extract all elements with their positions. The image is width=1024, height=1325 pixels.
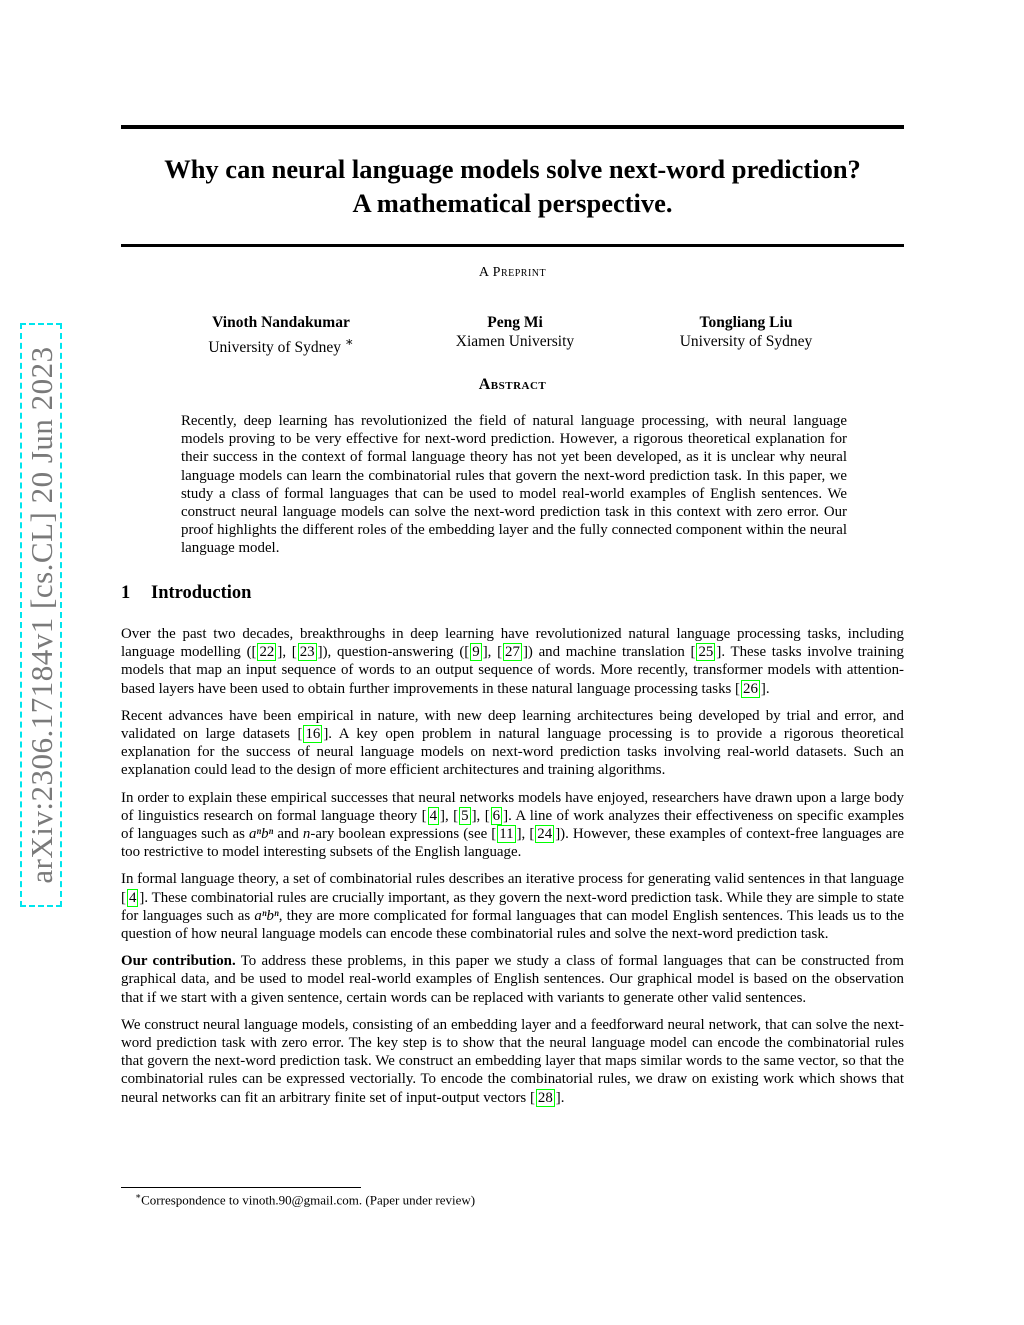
citation-link[interactable]: 9 — [472, 644, 480, 661]
paper-title — [121, 152, 904, 220]
footnote — [135, 1191, 475, 1208]
citation-link[interactable]: 5 — [461, 807, 469, 824]
math-variable: n — [302, 826, 311, 843]
author-name: Tongliang Liu — [699, 314, 793, 331]
citation-link[interactable]: 22 — [259, 644, 275, 661]
paragraph-1: Over the past two decades, breakthroughs in deep learning have revolutionized natural language processing tasks, including language modelling ([ 22 ], [ 23 ]), question-answering ([ 9 ], [ 27 ]) and machine translation [ 25 ]. These tasks involve training models that map an input sequence of words to an output sequence of words. More recently, transformer models with attention-based layers have been used to obtain further improvements in these natural language processing tasks [ 26 ]. — [121, 626, 904, 697]
citation-link[interactable]: 26 — [743, 680, 758, 697]
paragraph-4: In formal language theory, a set of combinatorial rules describes an iterative process for generating valid sentences in that language [ 4 ]. These combinatorial rules are crucially important, as they govern the next-word prediction task. While they are simple to state for languages such as aⁿbⁿ, they are more complicated for formal languages that can model English sentences. This leads us to the question of how neural language models can encode these combinatorial rules and solve the next-word prediction task. — [121, 871, 904, 943]
footnote-rule — [121, 1187, 361, 1188]
abstract-text: Recently, deep learning has revolutionized the field of natural language processing, with neural language models proving to be very effective for next-word prediction. However, a rigorous theoretical explanation for their success in the context of formal language theory has not yet been developed, as it is unclear why neural language models can learn the combinatorial rules that govern the next-word prediction task. In this paper, we study a class of formal languages that can be used to model real-world examples of English sentences. We construct neural language models can solve the next-word prediction task in this context with zero error. Our proof highlights the different roles of the embedding layer and the fully connected component within the neural language model. — [181, 413, 847, 557]
abstract-heading: Abstract — [478, 376, 547, 393]
math-expression: aⁿbⁿ — [248, 826, 274, 843]
author-name: Vinoth Nandakumar — [212, 314, 350, 331]
author-affiliation: University of Sydney ∗ — [208, 334, 354, 357]
paragraph-3: In order to explain these empirical successes that neural networks models have enjoyed, researchers have drawn upon a large body of linguistics research on formal language theory [ 4 ], [ 5 ], [ 6 ]. A line of work analyzes their effectiveness on specific examples of languages such as aⁿbⁿ and n-ary boolean expressions (see [ 11 ], [ 24 ]). However, these examples of context-free languages are too restrictive to model interesting subsets of the English language. — [121, 789, 904, 861]
preprint-label: A Preprint — [478, 265, 547, 280]
arxiv-identifier[interactable]: arXiv:2306.17184v1 [cs.CL] 20 Jun 2023 — [24, 346, 59, 884]
introduction-body — [121, 625, 904, 1116]
citation-link[interactable]: 16 — [305, 726, 321, 743]
author-affiliation: Xiamen University — [455, 333, 575, 350]
citation-link[interactable]: 4 — [128, 889, 137, 906]
author-name: Peng Mi — [487, 314, 543, 331]
paragraph-5: Our contribution. To address these problems, in this paper we study a class of formal languages that can be constructed from graphical data, and be used to model real-world examples of English sentences. Our graphical model is based on the observation that if we start with a given sentence, certain words can be replaced with variants to generate other valid sentences. — [121, 953, 904, 1006]
citation-link[interactable]: 6 — [492, 807, 501, 824]
paragraph-lead: Our contribution. — [121, 953, 236, 970]
citation-link[interactable]: 28 — [537, 1089, 553, 1106]
title-top-rule — [121, 125, 904, 129]
footnote-mark[interactable]: ∗ — [344, 334, 354, 349]
citation-link[interactable]: 25 — [698, 644, 714, 661]
citation-link[interactable]: 24 — [537, 826, 553, 843]
title-line-1: Why can neural language models solve next-word prediction? — [164, 154, 861, 184]
paragraph-6: We construct neural language models, consisting of an embedding layer and a feedforward neural network, that can solve the next-word prediction task with zero error. The key step is to show that the neural language model can encode the combinatorial rules that govern the next-word prediction task. We construct an embedding layer that maps similar words to the same vector, so that the combinatorial rules can be expressed vectorially. To encode the combinatorial rules, we draw on existing work which shows that neural networks can fit an arbitrary finite set of input-output vectors [ 28 ]. — [121, 1016, 904, 1106]
author-3 — [616, 313, 876, 351]
footnote-text: Correspondence to vinoth.90@gmail.com. (Paper under review) — [141, 1192, 476, 1208]
author-affiliation: University of Sydney — [679, 333, 813, 350]
citation-link[interactable]: 27 — [505, 644, 520, 661]
title-line-2: A mathematical perspective. — [352, 188, 673, 218]
math-expression: aⁿbⁿ — [254, 907, 279, 924]
section-heading — [121, 583, 251, 604]
citation-link[interactable]: 11 — [499, 826, 514, 843]
footnote-mark: ∗ — [135, 1191, 142, 1201]
author-2 — [385, 313, 645, 351]
citation-link[interactable]: 4 — [429, 807, 438, 824]
section-title: Introduction — [151, 583, 252, 603]
title-bottom-rule — [121, 244, 904, 247]
paragraph-2: Recent advances have been empirical in nature, with new deep learning architectures being developed by trial and error, and validated on large datasets [ 16 ]. A key open problem in natural language processing is to provide a rigorous theoretical explanation for the success of neural language models on next-word prediction tasks involving real-world datasets. Such an explanation could lead to the design of more efficient architectures and training algorithms. — [121, 707, 904, 779]
section-number: 1 — [121, 583, 131, 603]
citation-link[interactable]: 23 — [299, 644, 315, 661]
author-1 — [151, 313, 411, 357]
